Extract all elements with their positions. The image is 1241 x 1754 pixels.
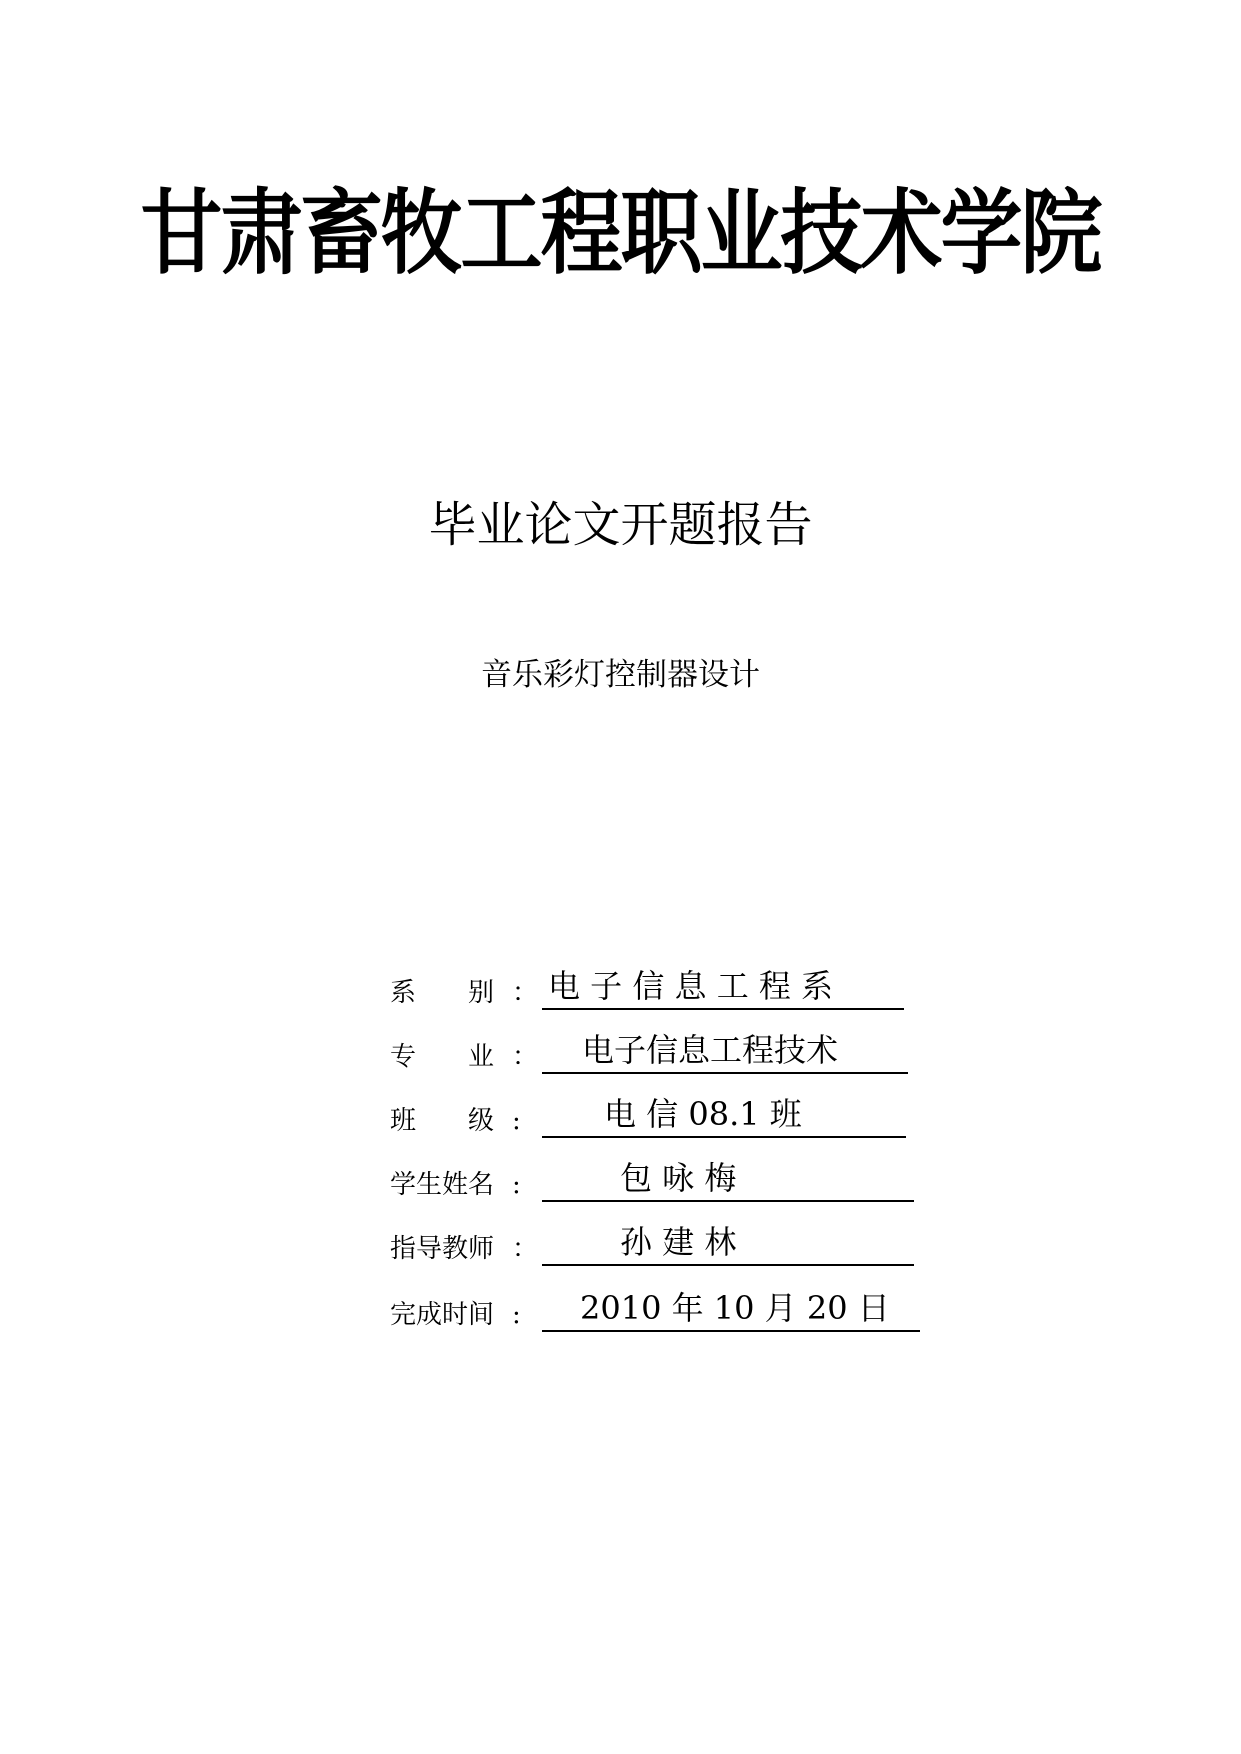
department-colon: ：: [512, 978, 539, 1008]
class-value: 电 信 08.1 班: [604, 1095, 802, 1133]
student-underline: [542, 1154, 914, 1202]
major-underline: [542, 1026, 908, 1074]
advisor-underline: [542, 1218, 914, 1266]
thesis-title: 音乐彩灯控制器设计: [481, 657, 760, 693]
department-underline: [542, 962, 904, 1010]
class-label: 班 级: [390, 1106, 495, 1136]
major-label: 专 业: [390, 1042, 495, 1072]
advisor-colon: ：: [512, 1234, 539, 1264]
school-name: 甘肃畜牧工程职业技术学院: [140, 181, 1101, 288]
advisor-value: 孙 建 林: [620, 1223, 737, 1261]
date-underline: [542, 1284, 920, 1332]
date-label: 完成时间: [390, 1300, 495, 1330]
date-colon: :: [512, 1300, 521, 1330]
department-value: 电 子 信 息 工 程 系: [548, 967, 834, 1005]
student-colon: :: [512, 1170, 521, 1200]
department-label: 系 别: [390, 978, 495, 1008]
date-value: 2010 年 10 月 20 日: [580, 1289, 890, 1327]
student-value: 包 咏 梅: [620, 1159, 737, 1197]
major-value: 电子信息工程技术: [582, 1031, 839, 1069]
student-label: 学生姓名: [390, 1170, 495, 1200]
report-title: 毕业论文开题报告: [428, 497, 813, 553]
advisor-label: 指导教师: [390, 1234, 495, 1264]
class-colon: :: [512, 1106, 521, 1136]
class-underline: [542, 1090, 906, 1138]
major-colon: ：: [512, 1042, 539, 1072]
